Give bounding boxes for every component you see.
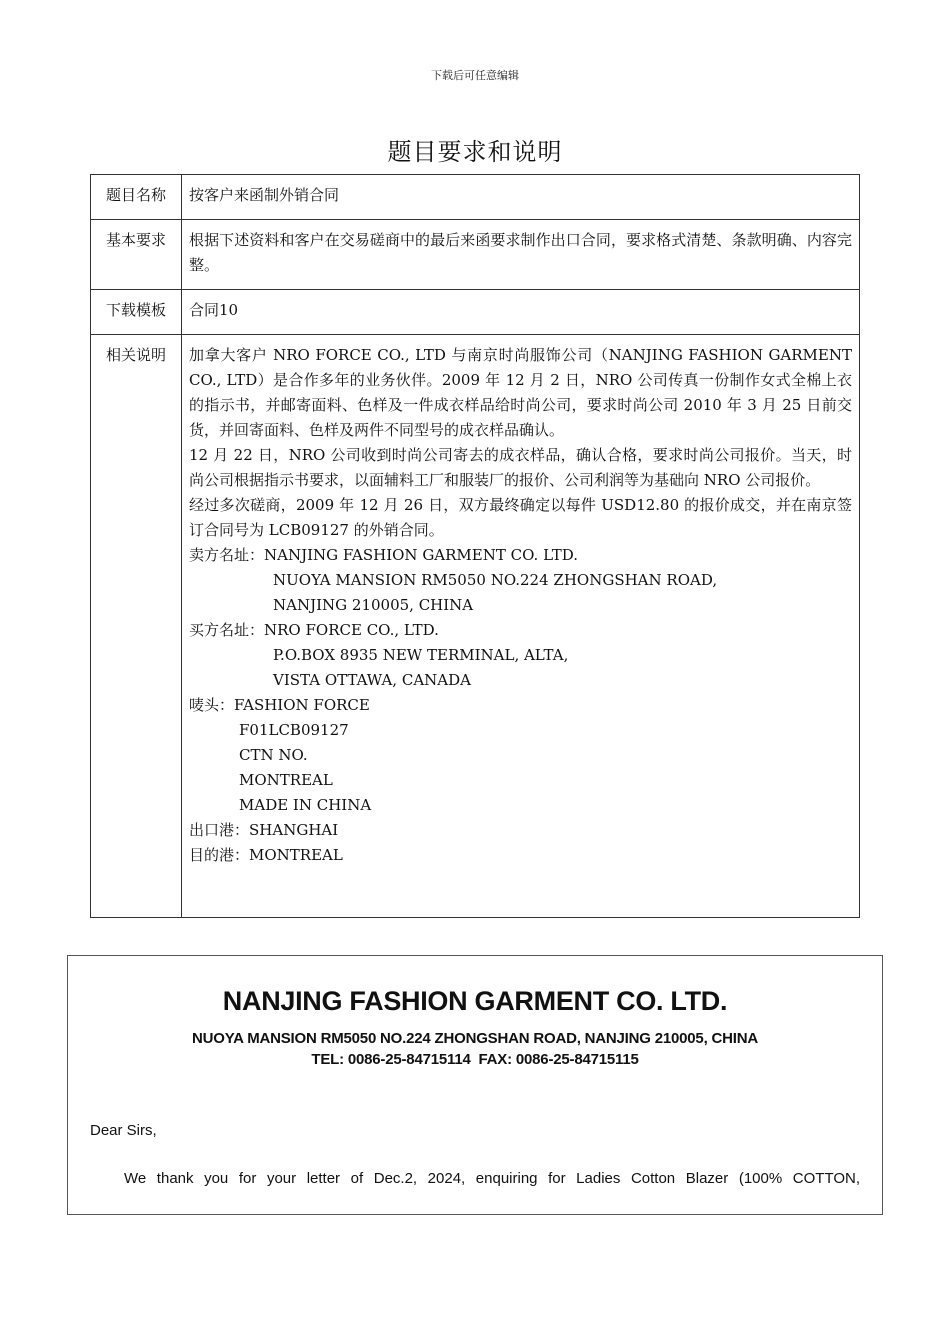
table-row — [91, 175, 860, 220]
mark-line-1 — [189, 693, 852, 718]
port-dest-label: 目的港： — [189, 846, 250, 864]
buyer-label: 买方名址： — [189, 621, 265, 639]
notes-paragraph-3: 经过多次磋商，2009 年 12 月 26 日，双方最终确定以每件 USD12.80 的报价成交，并在南京签订合同号为 LCB09127 的外销合同。 — [189, 496, 852, 539]
seller-label: 卖方名址： — [189, 546, 265, 564]
seller-line-2: NUOYA MANSION RM5050 NO.224 ZHONGSHAN ROAD, — [273, 571, 718, 589]
company-name: NANJING FASHION GARMENT CO. LTD. — [222, 986, 728, 1016]
row-label: 基本要求 — [91, 220, 182, 290]
port-loading-value: SHANGHAI — [249, 821, 339, 839]
mark-line-4: MONTREAL — [239, 771, 333, 789]
table-row — [91, 335, 860, 918]
seller-line-3: NANJING 210005, CHINA — [273, 596, 474, 614]
port-of-destination — [189, 843, 852, 868]
port-of-loading — [189, 818, 852, 843]
company-address: NUOYA MANSION RM5050 NO.224 ZHONGSHAN ROAD, NANJING 210005, CHINA — [191, 1030, 759, 1047]
mark-line-3: CTN NO. — [239, 746, 308, 764]
notes-paragraph-2: 12 月 22 日，NRO 公司收到时尚公司寄去的成衣样品，确认合格，要求时尚公司报价。当天，时尚公司根据指示书要求，以面辅料工厂和服装厂的报价、公司利润等为基础向 NRO 公司报价。 — [189, 446, 852, 489]
letter-salutation: Dear Sirs, — [90, 1122, 157, 1139]
notes-paragraph-1: 加拿大客户 NRO FORCE CO., LTD 与南京时尚服饰公司（NANJING FASHION GARMENT CO., LTD）是合作多年的业务伙伴。2009 年 12 月 2 日，NRO 公司传真一份制作女式全棉上衣的指示书，并邮寄面料、色样及一件成衣样品给时尚公司，要求时尚公司 2010 年 3 月 25 日前交货，并回寄面料、色样及两件不同型号的成衣样品确认。 — [189, 346, 852, 439]
buyer-name: NRO FORCE CO., LTD. — [264, 621, 439, 639]
row-value: 合同10 — [182, 290, 860, 335]
row-value: 按客户来函制外销合同 — [182, 175, 860, 220]
row-label: 题目名称 — [91, 175, 182, 220]
row-label: 下载模板 — [91, 290, 182, 335]
row-value — [182, 220, 860, 290]
company-contact: TEL: 0086-25-84715114 FAX: 0086-25-84715115 — [311, 1051, 639, 1068]
page-header-note: 下载后可任意编辑 — [431, 69, 519, 82]
row-label: 相关说明 — [91, 335, 182, 918]
buyer-line-2: P.O.BOX 8935 NEW TERMINAL, ALTA, — [273, 646, 569, 664]
port-dest-value: MONTREAL — [249, 846, 343, 864]
table-row — [91, 220, 860, 290]
notes-cell — [182, 335, 860, 918]
mark-text: FASHION FORCE — [234, 696, 370, 714]
requirements-table — [90, 174, 860, 918]
basic-requirement-text: 根据下述资料和客户在交易磋商中的最后来函要求制作出口合同，要求格式清楚、条款明确、内容完整。 — [189, 231, 852, 274]
mark-line-2: F01LCB09127 — [239, 721, 349, 739]
mark-label: 唛头： — [189, 696, 235, 714]
table-row — [91, 290, 860, 335]
port-loading-label: 出口港： — [189, 821, 250, 839]
page-title: 题目要求和说明 — [387, 138, 563, 166]
letter-box — [67, 955, 883, 1215]
letter-body: We thank you for your letter of Dec.2, 2024, enquiring for Ladies Cotton Blazer (100% COTTON, — [124, 1170, 860, 1187]
buyer-line-3: VISTA OTTAWA, CANADA — [273, 671, 471, 689]
seller-line-1 — [189, 543, 852, 568]
seller-name: NANJING FASHION GARMENT CO. LTD. — [264, 546, 579, 564]
mark-line-5: MADE IN CHINA — [239, 796, 372, 814]
buyer-line-1 — [189, 618, 852, 643]
